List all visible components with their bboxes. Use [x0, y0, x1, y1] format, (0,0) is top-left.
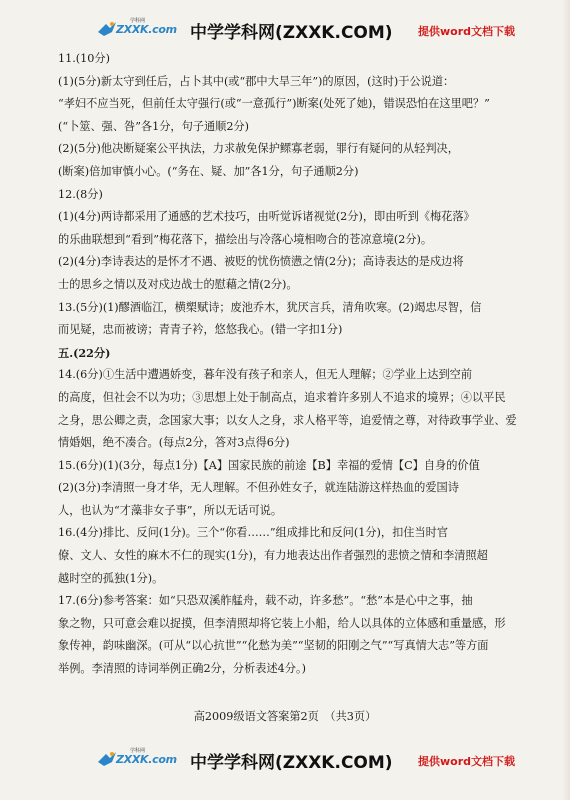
doc-line: 士的思乡之情以及对戍边战士的慰藉之情(2分)。 — [58, 277, 298, 291]
doc-line: 僚、文人、女性的麻木不仁的现实(1分)，有力地表达出作者强烈的悲愤之情和李清照超 — [58, 549, 488, 563]
doc-line: (“卜筮、强、咎”各1分，句子通顺2分) — [58, 119, 250, 133]
scan-edge-shadow — [562, 0, 570, 800]
doc-line: 的乐曲联想到“看到”梅花落下，描绘出与冷落心境相吻合的苍凉意境(2分)。 — [58, 232, 433, 246]
site-title[interactable]: 中学学科网(ZXXK.COM) — [190, 753, 393, 773]
doc-line: 之身，思公卿之责，念国家大事；以女人之身，求人格平等，追爱情之尊，对待政事学业、爱 — [58, 413, 517, 427]
doc-line: 14.(6分)①生活中遭遇娇变，暮年没有孩子和亲人，但无人理解；②学业上达到空前 — [58, 368, 473, 382]
zxxk-logo[interactable] — [96, 17, 177, 43]
doc-line: (1)(4分)两诗都采用了通感的艺术技巧，由听觉诉诸视觉(2分)，即由听到《梅花落》 — [58, 210, 475, 224]
zxxk-logo[interactable] — [96, 747, 177, 773]
doc-line: “孝妇不应当死，但前任太守强行(或“一意孤行”)断案(处死了她)，错误恐怕在这里吧？” — [58, 97, 490, 111]
site-title[interactable]: 中学学科网(ZXXK.COM) — [190, 23, 393, 43]
doc-line: 的高度，但社会不以为功；③思想上处于制高点，追求着许多别人不追求的境界；④以平民 — [58, 390, 506, 404]
doc-line: (2)(3分)李清照一身才华，无人理解。不但孙姓女子，就连陆游这样热血的爱国诗 — [58, 481, 459, 495]
header-banner — [0, 14, 570, 48]
doc-line: 而见疑，忠而被谤；青青子衿，悠悠我心。(错一字扣1分) — [58, 323, 343, 337]
word-download-link[interactable]: 提供word文档下载 — [418, 755, 516, 768]
doc-line: 16.(4分)排比、反问(1分)。三个“你看……”组成排比和反问(1分)，扣住当时官 — [58, 526, 449, 540]
doc-line: (2)(5分)他决断疑案公平执法，力求赦免保护鳏寡老弱，罪行有疑问的从轻判决， — [58, 142, 459, 156]
section-heading: 五.(22分) — [58, 345, 111, 360]
answer-document — [58, 48, 538, 681]
logo-brand-text: ZXXK.com — [116, 23, 177, 36]
logo-brand-text: ZXXK.com — [116, 753, 177, 766]
page-number-footer: 高2009级语文答案第2页 （共3页） — [193, 710, 377, 723]
doc-line: 15.(6分)(1)(3分，每点1分)【A】国家民族的前途【B】幸福的爱情【C】自身的价值 — [58, 458, 480, 472]
doc-line: 象之物，只可意会难以捉摸，但李清照却将它装上小船，给人以具体的立体感和重量感，形 — [58, 616, 506, 630]
doc-line: 举例。李清照的诗词举例正确2分，分析表述4分。) — [58, 662, 306, 676]
footer-banner — [0, 744, 570, 778]
doc-line: 越时空的孤独(1分)。 — [58, 571, 164, 585]
bird-logo-icon — [96, 18, 118, 40]
word-download-link[interactable]: 提供word文档下载 — [418, 25, 516, 38]
doc-line: (2)(4分)李诗表达的是怀才不遇、被贬的忧伤愤懑之情(2分)；高诗表达的是戍边将 — [58, 255, 464, 269]
doc-line: 象传神，韵味幽深。(可从“以心抗世”“化愁为美”“坚韧的阳刚之气”“写真情大志”等方面 — [58, 639, 489, 653]
doc-line: 13.(5分)(1)醪酒临江，横槊赋诗；废池乔木，犹厌言兵，清角吹寒。(2)竭忠尽智，信 — [58, 300, 482, 314]
doc-line: 17.(6分)参考答案：如“只恐双溪舴艋舟，载不动，许多愁”。“愁”本是心中之事，抽 — [58, 594, 473, 608]
logo-brand-sub: 学科网 — [130, 748, 146, 754]
logo-brand-sub: 学科网 — [130, 18, 146, 24]
doc-line: 11.(10分) — [58, 52, 110, 65]
doc-line: (1)(5分)新太守到任后，占卜其中(或“郡中大旱三年”)的原因，(这时)于公说道： — [58, 74, 455, 88]
doc-line: 情婚姻，绝不凑合。(每点2分，答对3点得6分) — [58, 436, 290, 450]
doc-line: 人，也认为“才藻非女子事”，所以无话可说。 — [58, 503, 283, 517]
doc-line: (断案)倍加审慎小心。(“务在、疑、加”各1分，句子通顺2分) — [58, 164, 359, 178]
bird-logo-icon — [96, 748, 118, 770]
doc-line: 12.(8分) — [58, 187, 103, 201]
